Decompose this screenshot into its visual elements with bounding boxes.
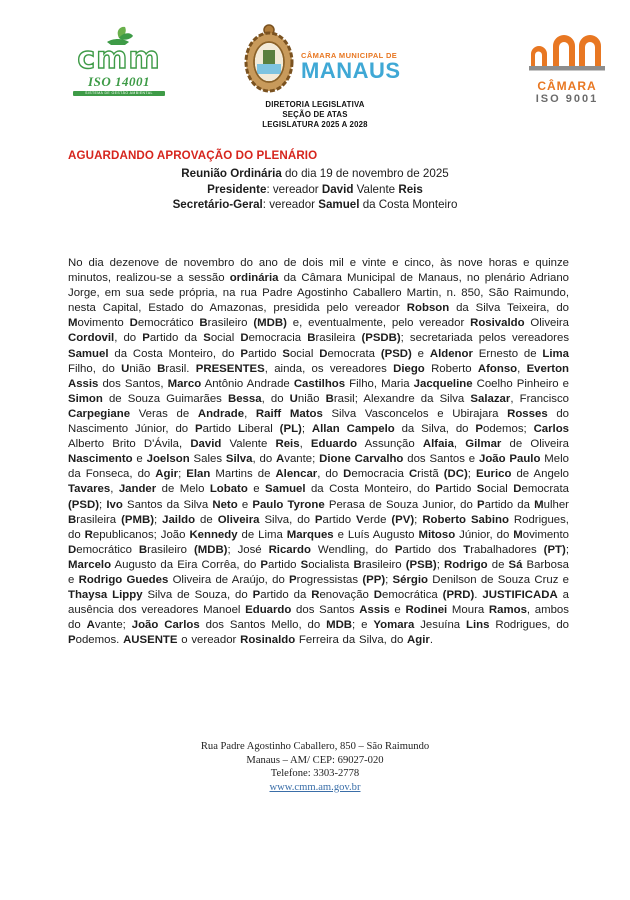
footer-city: Manaus – AM/ CEP: 69027-020 [246,754,384,766]
iso14001-label: ISO 14001 [88,74,150,89]
meeting-title: Reunião Ordinária do dia 19 de novembro de 2025 [181,167,449,180]
footer-phone: Telefone: 3303-2778 [270,768,360,780]
iso9001-name: CÂMARA [537,79,597,93]
footer-website-link[interactable]: www.cmm.am.gov.br [269,781,361,793]
cmm-logo [243,24,418,94]
approval-status-banner: AGUARDANDO APROVAÇÃO DO PLENÁRIO [68,149,318,162]
department-line: DIRETORIA LEGISLATIVA [265,100,365,109]
svg-text:cmm: cmm [77,41,161,72]
footer-address: Rua Padre Agostinho Caballero, 850 – São Raimundo [200,741,430,752]
iso14001-subtitle: SISTEMA DE GESTÃO AMBIENTAL [73,91,165,96]
iso9001-label: ISO 9001 [535,93,599,105]
cmm-crest-icon [243,24,295,94]
cmm-green-acronym-icon [67,26,171,72]
cmm-wordmark [301,37,401,82]
meeting-heading [0,166,630,213]
meeting-president: Presidente: vereador David Valente Reis [207,182,423,196]
footer [0,740,630,794]
minutes-paragraph: No dia dezenove de novembro do ano de dois mil e vinte e cinco, às nove horas e quinze minutos, realizou-se a sessão ordinária da Câmara Municipal de Manaus, no plenário Adriano Jorge, em sua sede própria, na rua Padre Agostinho Caballero Martin, n. 850, São Raimundo, nesta Capital, Estado do Amazonas, presidida pelo vereador Robson da Silva Teixeira, do Movimento Democrático Brasileiro (MDB) e, eventualmente, pelo vereador Rosivaldo Oliveira Cordovil, do Partido da Social Democracia Brasileira (PSDB); secretariada pelos vereadores Samuel da Costa Monteiro, do Partido Social Democrata (PSD) e Aldenor Ernesto de Lima Filho, do União Brasil. PRESENTES, ainda, os vereadores Diego Roberto Afonso, Everton Assis dos Santos, Marco Antônio Andrade Castilhos Filho, Maria Jacqueline Coelho Pinheiro e Simon de Souza Guimarães Bessa, do União Brasil; Alexandre da Silva Salazar, Francisco Carpegiane Veras de Andrade, Raiff Matos Silva Vasconcelos e Ubirajara Rosses do Nascimento Júnior, do Partido Liberal (PL); Allan Campelo da Silva, do Podemos; Carlos Alberto Brito D'Ávila, David Valente Reis, Eduardo Assunção Alfaia, Gilmar de Oliveira Nascimento e Joelson Sales Silva, do Avante; Dione Carvalho dos Santos e João Paulo Melo da Fonseca, do Agir; Elan Martins de Alencar, do Democracia Cristã (DC); Eurico de Angelo Tavares, Jander de Melo Lobato e Samuel da Costa Monteiro, do Partido Social Democrata (PSD); Ivo Santos da Silva Neto e Paulo Tyrone Perasa de Souza Junior, do Partido da Mulher Brasileira (PMB); Jaildo de Oliveira Silva, do Partido Verde (PV); Roberto Sabino Rodrigues, do Republicanos; João Kennedy de Lima Marques e Luís Augusto Mitoso Júnior, do Movimento Democrático Brasileiro (MDB); José Ricardo Wendling, do Partido dos Trabalhadores (PT); Marcelo Augusto da Eira Corrêa, do Partido Socialista Brasileiro (PSB); Rodrigo de Sá Barbosa e Rodrigo Guedes Oliveira de Araújo, do Progressistas (PP); Sérgio Denilson de Souza Cruz e Thaysa Lippy Silva de Souza, do Partido da Renovação Democrática (PRD). JUSTIFICADA a ausência dos vereadores Manoel Eduardo dos Santos Assis e Rodinei Moura Ramos, ambos do Avante; João Carlos dos Santos Mello, do MDB; e Yomara Jesuína Lins Rodrigues, do Podemos. AUSENTE o vereador Rosinaldo Ferreira da Silva, do Agir. [68,257,570,647]
department-block [0,100,630,130]
meeting-secretary: Secretário-Geral: vereador Samuel da Costa Monteiro [172,198,458,212]
department-line: LEGISLATURA 2025 A 2028 [262,120,368,129]
department-line: SEÇÃO DE ATAS [282,110,348,119]
cmm-wordmark-name: MANAUS [301,57,401,83]
arches-icon [525,30,609,72]
cmm-wordmark-top: CÂMARA MUNICIPAL DE [301,50,398,60]
iso14001-logo [58,26,180,96]
iso9001-logo [521,30,613,105]
